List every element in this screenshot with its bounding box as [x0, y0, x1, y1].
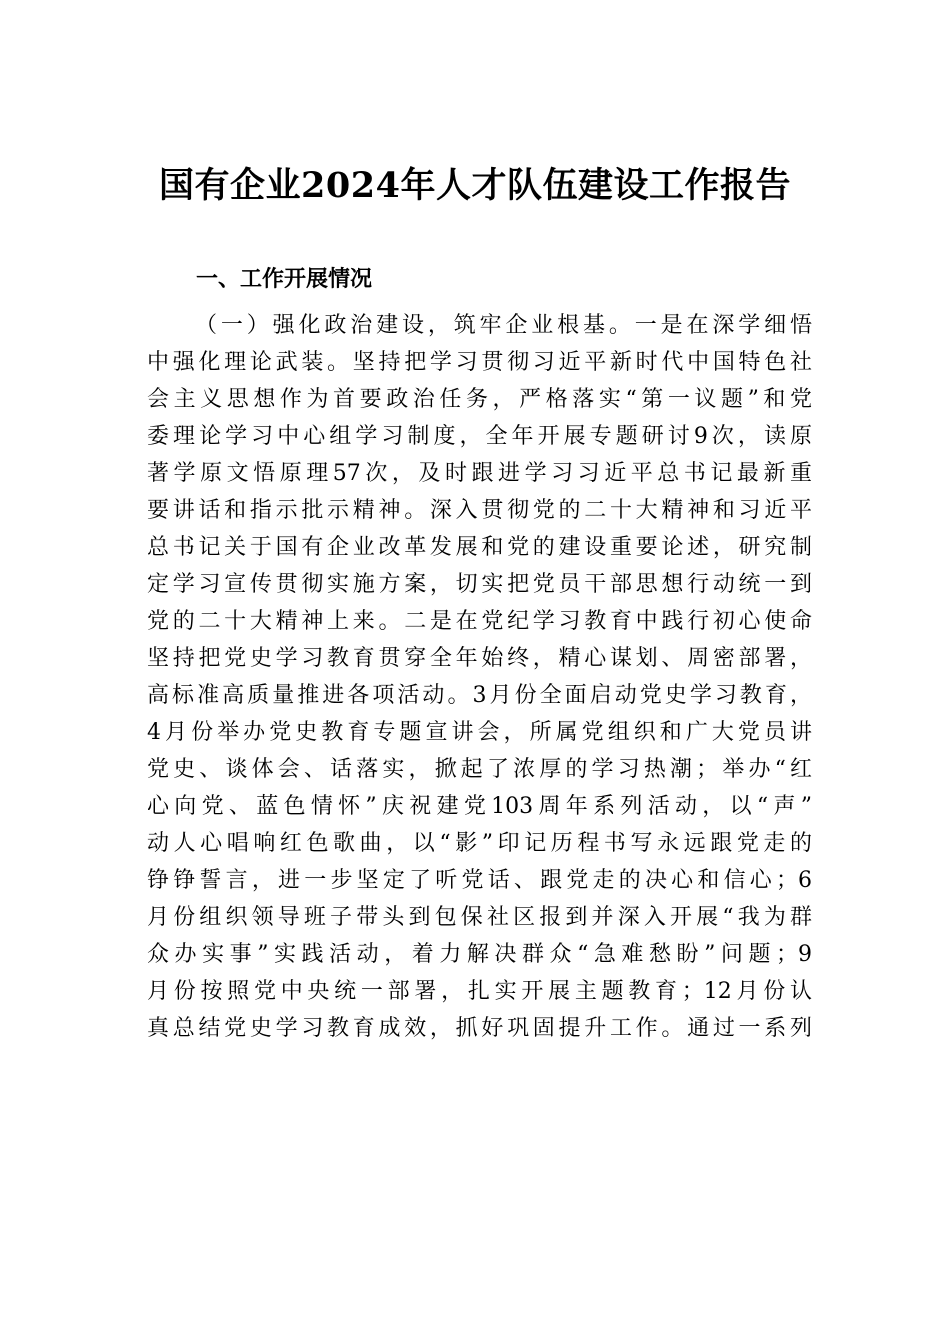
body-line: 心向党、蓝色情怀”庆祝建党103周年系列活动，以“声” — [147, 794, 812, 819]
body-line: 会主义思想作为首要政治任务，严格落实“第一议题”和党 — [147, 387, 812, 412]
body-line: 高标准高质量推进各项活动。3月份全面启动党史学习教育， — [147, 683, 812, 708]
body-line: 著学原文悟原理57次，及时跟进学习习近平总书记最新重 — [147, 461, 812, 486]
body-line: （一）强化政治建设，筑牢企业根基。一是在深学细悟 — [195, 313, 812, 338]
body-line: 委理论学习中心组学习制度，全年开展专题研讨9次，读原 — [147, 424, 812, 449]
body-line: 党史、谈体会、话落实，掀起了浓厚的学习热潮；举办“红 — [147, 757, 812, 782]
body-line: 月份按照党中央统一部署，扎实开展主题教育；12月份认 — [147, 979, 812, 1004]
body-line: 党的二十大精神上来。二是在党纪学习教育中践行初心使命 — [147, 609, 812, 634]
body-line: 铮铮誓言，进一步坚定了听党话、跟党走的决心和信心；6 — [147, 868, 812, 893]
body-line: 4月份举办党史教育专题宣讲会，所属党组织和广大党员讲 — [147, 720, 812, 745]
body-text — [147, 307, 812, 1047]
body-line: 月份组织领导班子带头到包保社区报到并深入开展“我为群 — [147, 905, 812, 930]
document-title: 国有企业2024年人才队伍建设工作报告 — [159, 165, 791, 206]
body-line: 中强化理论武装。坚持把学习贯彻习近平新时代中国特色社 — [147, 350, 812, 375]
body-line: 要讲话和指示批示精神。深入贯彻党的二十大精神和习近平 — [147, 498, 812, 523]
body-line: 坚持把党史学习教育贯穿全年始终，精心谋划、周密部署， — [147, 646, 812, 671]
body-line: 总书记关于国有企业改革发展和党的建设重要论述，研究制 — [147, 535, 812, 560]
body-line: 真总结党史学习教育成效，抓好巩固提升工作。通过一系列 — [147, 1016, 812, 1041]
section-heading: 一、工作开展情况 — [196, 267, 373, 292]
body-line: 定学习宣传贯彻实施方案，切实把党员干部思想行动统一到 — [147, 572, 812, 597]
body-line: 众办实事”实践活动，着力解决群众“急难愁盼”问题；9 — [147, 942, 812, 967]
body-line: 动人心唱响红色歌曲，以“影”印记历程书写永远跟党走的 — [147, 831, 812, 856]
